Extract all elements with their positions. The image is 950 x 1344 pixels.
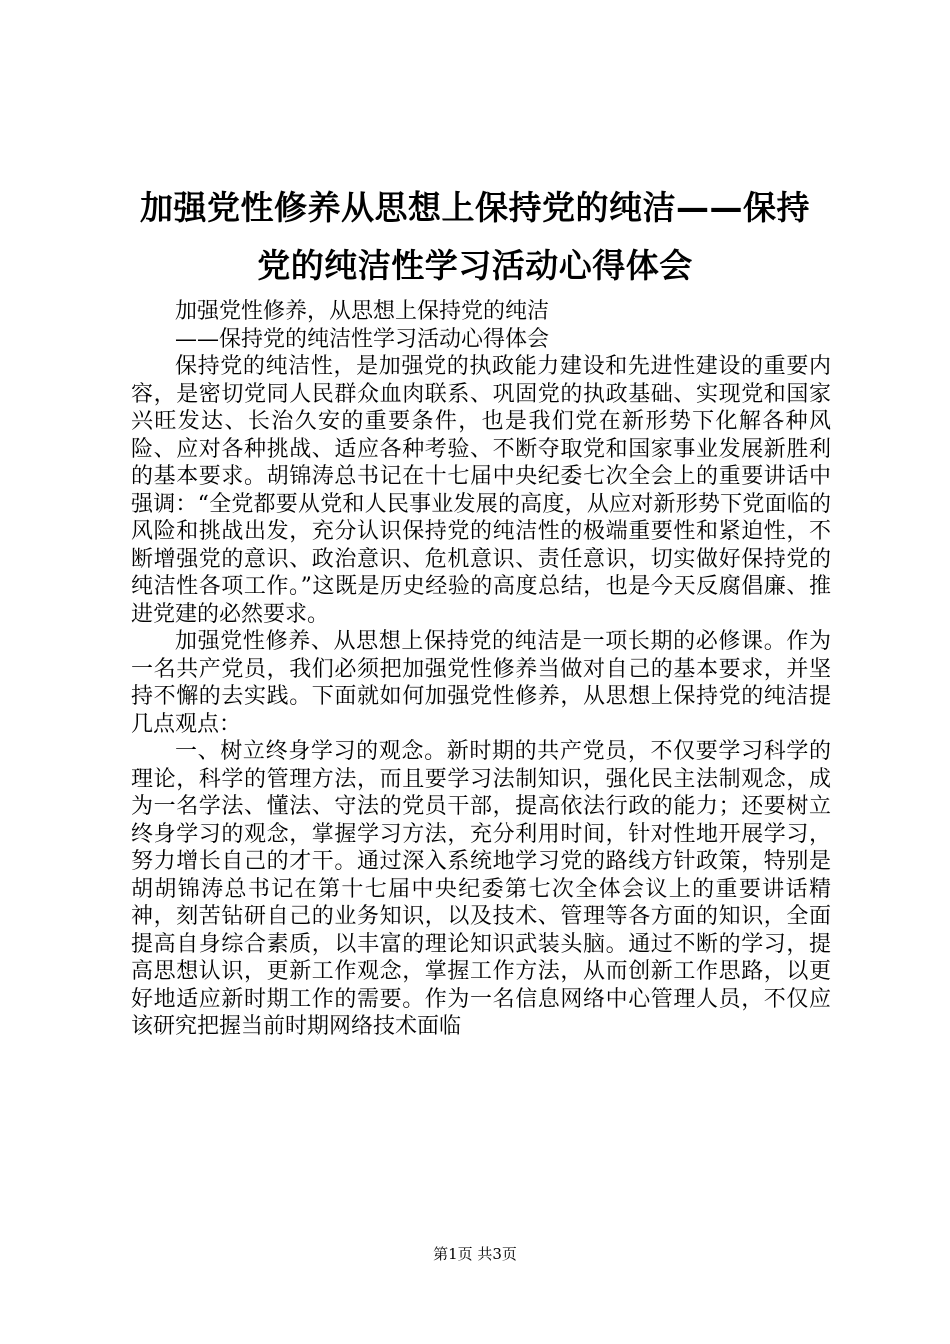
paragraph-subtitle-1: 加强党性修养，从思想上保持党的纯洁 (175, 299, 550, 324)
document-body (131, 298, 831, 1041)
document-title-line-1: 加强党性修养从思想上保持党的纯洁——保持 (140, 188, 810, 227)
document-title-line-2: 党的纯洁性学习活动心得体会 (257, 246, 693, 285)
paragraph: 一、树立终身学习的观念。新时期的共产党员，不仅要学习科学的理论，科学的管理方法，而且要学习法制知识，强化民主法制观念，成为一名学法、懂法、守法的党员干部，提高依法行政的能力；还要树立终身学习的观念，掌握学习方法，充分利用时间，针对性地开展学习，努力增长自己的才干。通过深入系统地学习党的路线方针政策，特别是胡胡锦涛总书记在第十七届中央纪委第七次全体会议上的重要讲话精神，刻苦钻研自己的业务知识，以及技术、管理等各方面的知识，全面提高自身综合素质，以丰富的理论知识武装头脑。通过不断的学习，提高思想认识，更新工作观念，掌握工作方法，从而创新工作思路，以更好地适应新时期工作的需要。作为一名信息网络中心管理人员，不仅应该研究把握当前时期网络技术面临 (131, 739, 831, 1039)
paragraph: 保持党的纯洁性，是加强党的执政能力建设和先进性建设的重要内容，是密切党同人民群众血肉联系、巩固党的执政基础、实现党和国家兴旺发达、长治久安的重要条件，也是我们党在新形势下化解各种风险、应对各种挑战、适应各种考验、不断夺取党和国家事业发展新胜利的基本要求。胡锦涛总书记在十七届中央纪委七次全会上的重要讲话中强调：“全党都要从党和人民事业发展的高度，从应对新形势下党面临的风险和挑战出发，充分认识保持党的纯洁性的极端重要性和紧迫性，不断增强党的意识、政治意识、危机意识、责任意识，切实做好保持党的纯洁性各项工作。”这既是历史经验的高度总结，也是今天反腐倡廉、推进党建的必然要求。 (131, 354, 831, 627)
paragraph: 加强党性修养、从思想上保持党的纯洁是一项长期的必修课。作为一名共产党员，我们必须把加强党性修养当做对自己的基本要求，并坚持不懈的去实践。下面就如何加强党性修养，从思想上保持党的纯洁提几点观点： (131, 629, 831, 737)
paragraph-subtitle-2: ——保持党的纯洁性学习活动心得体会 (175, 326, 550, 352)
page-number-footer: 第1页 共3页 (433, 1245, 517, 1263)
